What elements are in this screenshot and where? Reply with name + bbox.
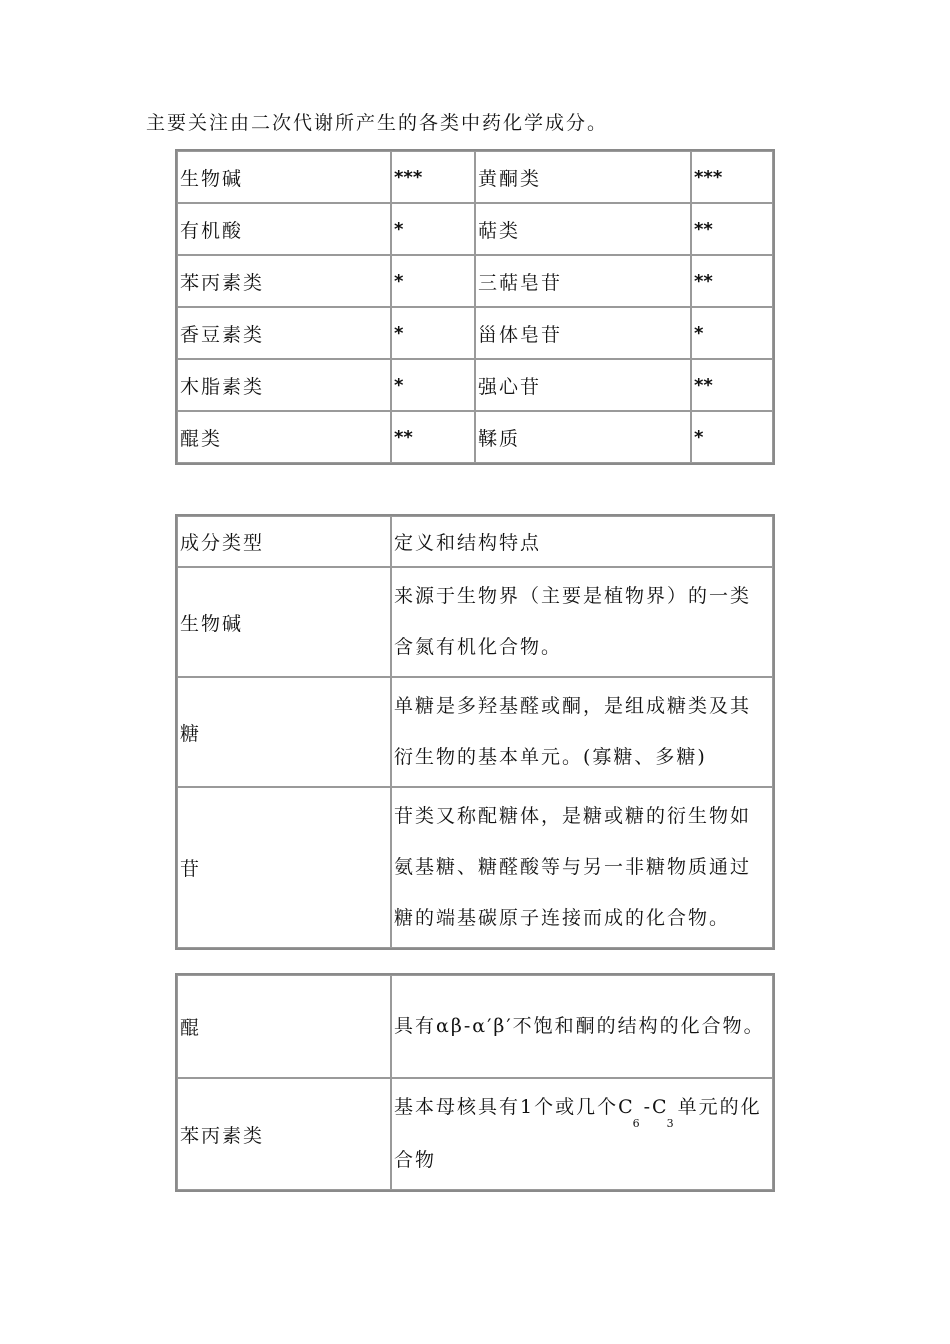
compound-name: 醌类 bbox=[177, 411, 391, 463]
definition-text: 单元的化合物 bbox=[394, 1096, 762, 1171]
definition-text: -C bbox=[643, 1096, 669, 1118]
compound-name: 萜类 bbox=[475, 203, 691, 255]
rating: ** bbox=[691, 255, 773, 307]
compound-name: 生物碱 bbox=[177, 151, 391, 203]
rating: * bbox=[691, 307, 773, 359]
rating: *** bbox=[691, 151, 773, 203]
rating: ** bbox=[691, 203, 773, 255]
table-row bbox=[177, 359, 773, 411]
compound-name: 香豆素类 bbox=[177, 307, 391, 359]
table-row bbox=[177, 567, 773, 677]
compound-name: 木脂素类 bbox=[177, 359, 391, 411]
component-type: 醌 bbox=[177, 975, 391, 1078]
rating: * bbox=[391, 307, 475, 359]
compound-name: 苯丙素类 bbox=[177, 255, 391, 307]
compound-name: 鞣质 bbox=[475, 411, 691, 463]
table-row bbox=[177, 307, 773, 359]
subscript: 3 bbox=[666, 1117, 676, 1130]
table-row bbox=[177, 411, 773, 463]
compound-rating-table bbox=[175, 149, 775, 465]
compound-name: 三萜皂苷 bbox=[475, 255, 691, 307]
component-definition: 单糖是多羟基醛或酮，是组成糖类及其衍生物的基本单元。(寡糖、多糖) bbox=[391, 677, 773, 787]
rating: * bbox=[391, 255, 475, 307]
rating: *** bbox=[391, 151, 475, 203]
rating: * bbox=[391, 359, 475, 411]
column-header-definition: 定义和结构特点 bbox=[391, 516, 773, 567]
table-row bbox=[177, 151, 773, 203]
rating: ** bbox=[691, 359, 773, 411]
compound-name: 甾体皂苷 bbox=[475, 307, 691, 359]
component-type: 生物碱 bbox=[177, 567, 391, 677]
component-definition bbox=[391, 1078, 773, 1190]
table-row bbox=[177, 975, 773, 1078]
definition-table-continued bbox=[175, 973, 775, 1192]
component-definition: 来源于生物界（主要是植物界）的一类含氮有机化合物。 bbox=[391, 567, 773, 677]
table-header-row bbox=[177, 516, 773, 567]
component-type: 苯丙素类 bbox=[177, 1078, 391, 1190]
rating: ** bbox=[391, 411, 475, 463]
compound-name: 黄酮类 bbox=[475, 151, 691, 203]
component-type: 苷 bbox=[177, 787, 391, 948]
column-header-type: 成分类型 bbox=[177, 516, 391, 567]
definition-table bbox=[175, 514, 775, 950]
subscript: 6 bbox=[632, 1117, 642, 1130]
table-row bbox=[177, 787, 773, 948]
table-row bbox=[177, 1078, 773, 1190]
component-definition: 具有αβ-α′β′不饱和酮的结构的化合物。 bbox=[391, 975, 773, 1078]
rating: * bbox=[691, 411, 773, 463]
intro-text: 主要关注由二次代谢所产生的各类中药化学成分。 bbox=[146, 112, 609, 134]
table-row bbox=[177, 255, 773, 307]
table-row bbox=[177, 203, 773, 255]
compound-name: 强心苷 bbox=[475, 359, 691, 411]
rating: * bbox=[391, 203, 475, 255]
component-definition: 苷类又称配糖体，是糖或糖的衍生物如氨基糖、糖醛酸等与另一非糖物质通过糖的端基碳原子连接而成的化合物。 bbox=[391, 787, 773, 948]
table-row bbox=[177, 677, 773, 787]
component-type: 糖 bbox=[177, 677, 391, 787]
compound-name: 有机酸 bbox=[177, 203, 391, 255]
definition-text: 基本母核具有1个或几个C bbox=[394, 1096, 635, 1118]
